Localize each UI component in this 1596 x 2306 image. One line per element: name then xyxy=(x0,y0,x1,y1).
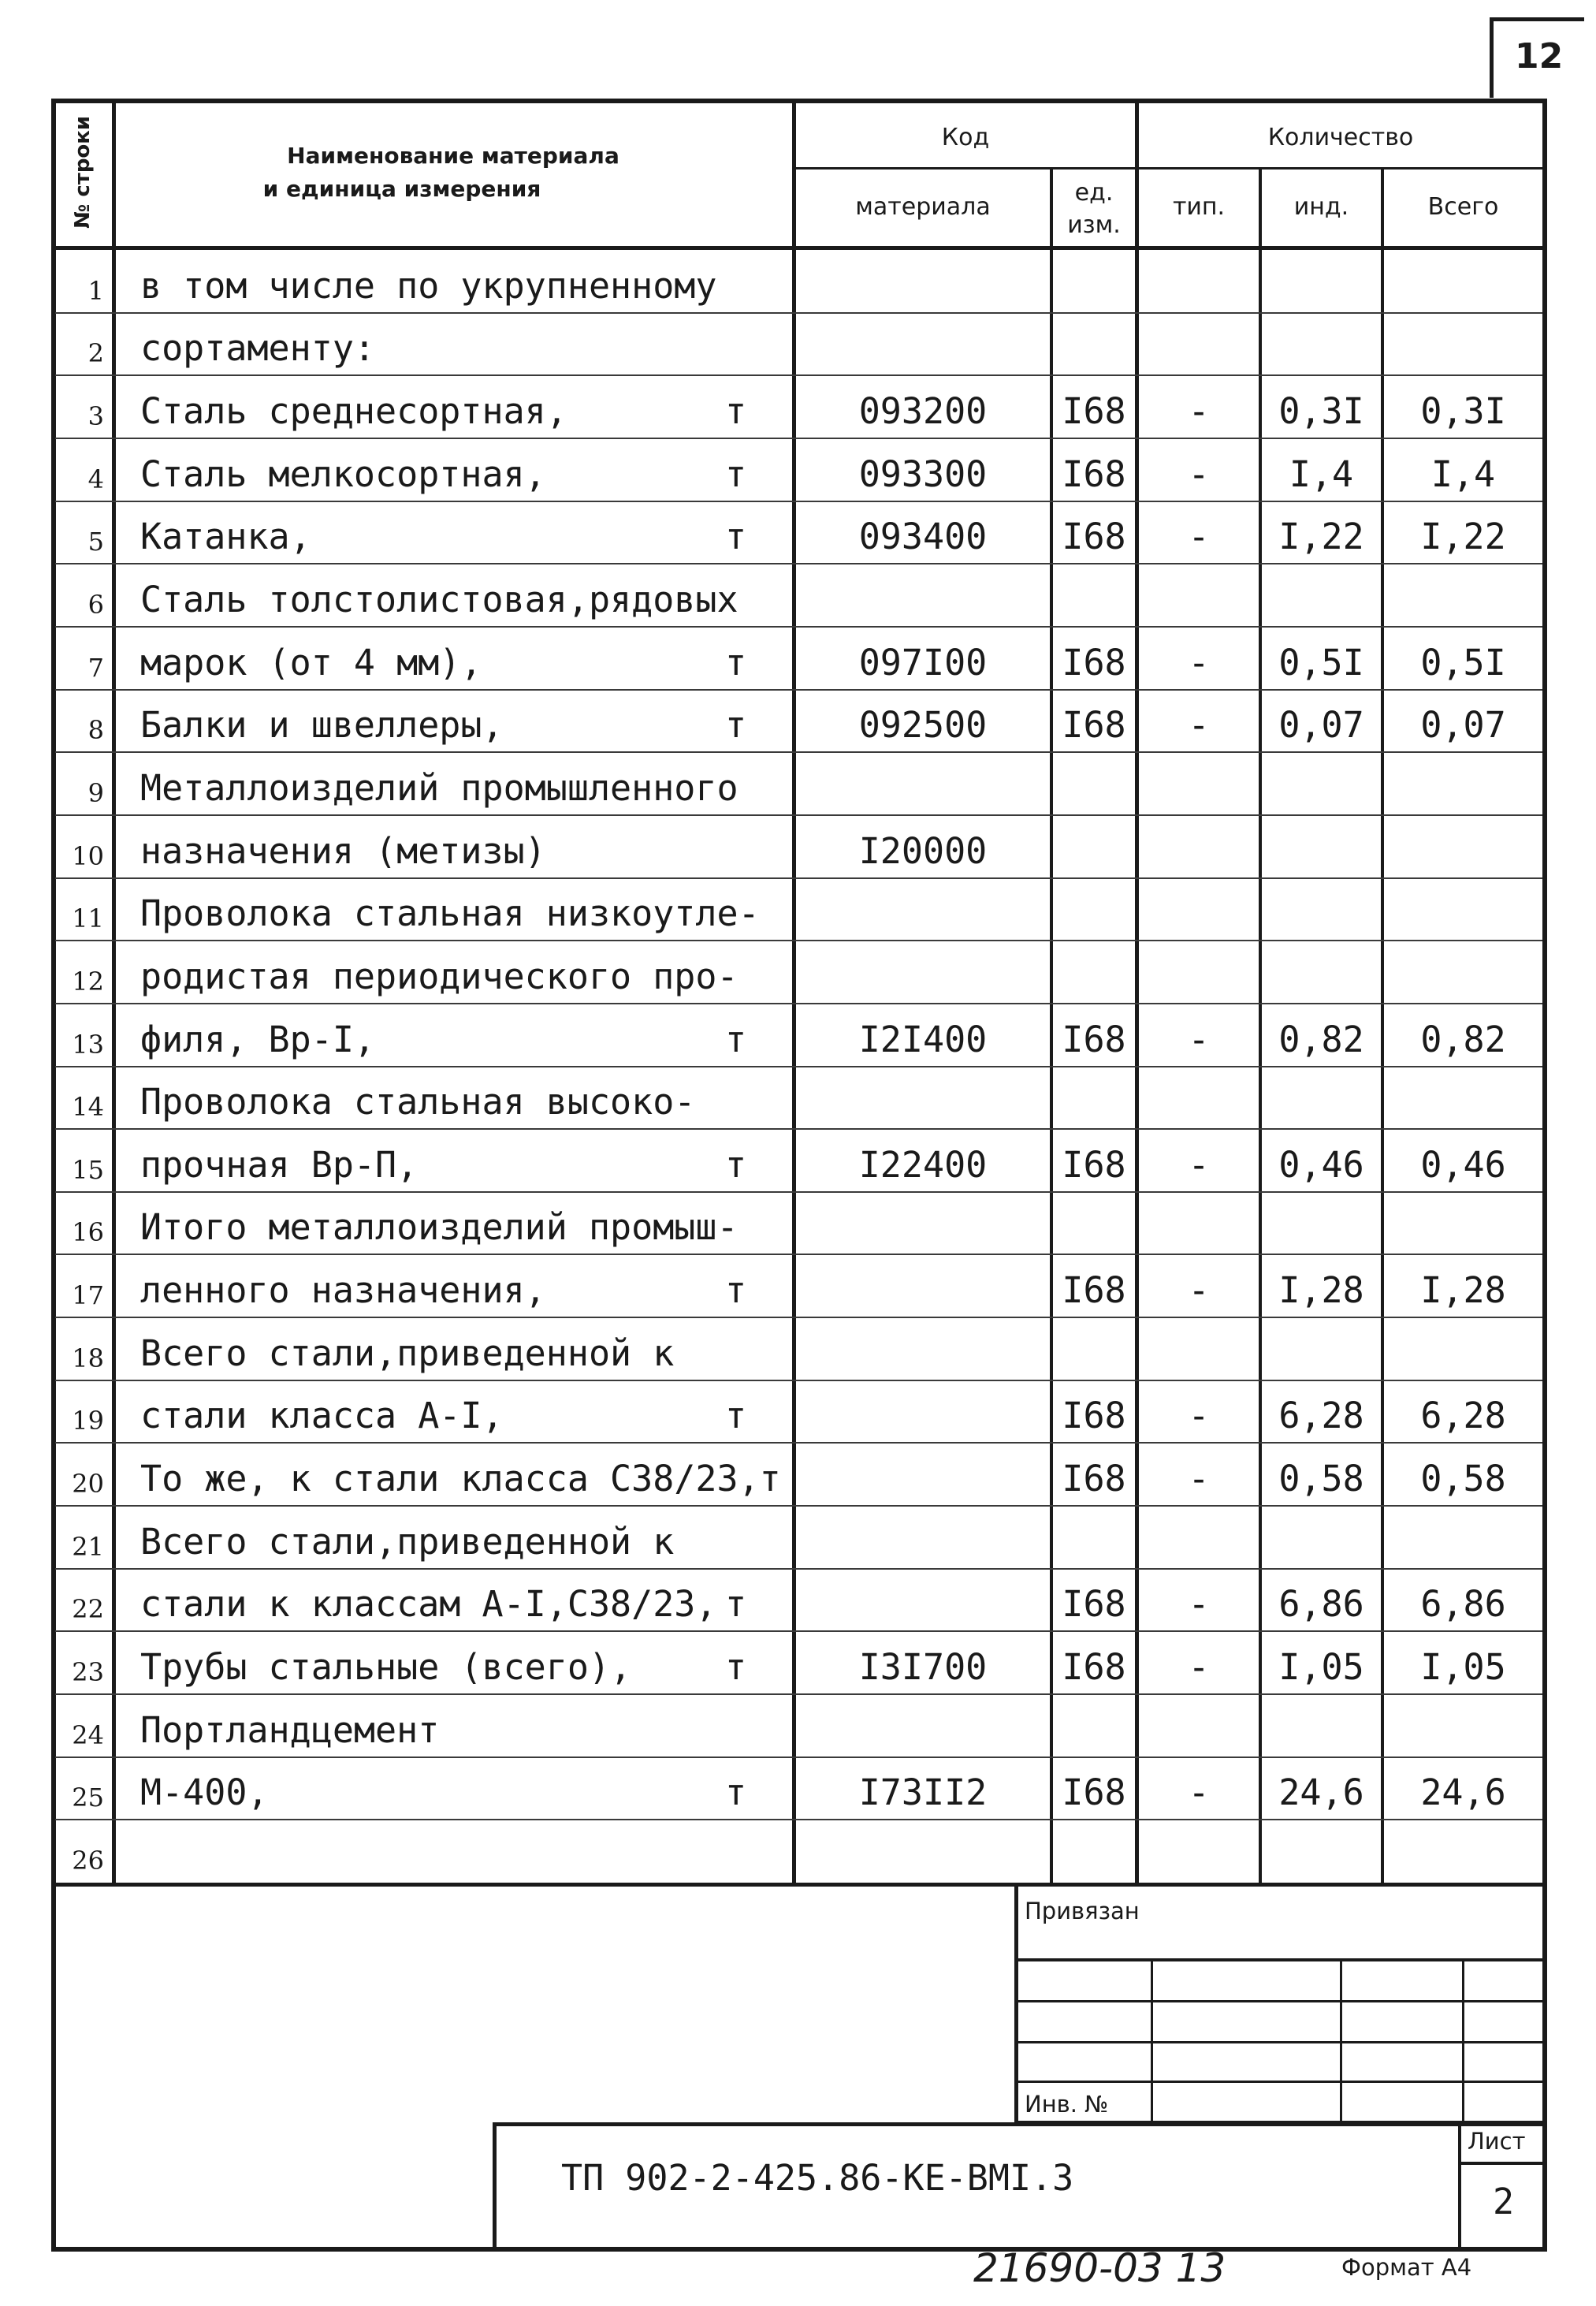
cell-total: I,22 xyxy=(1420,516,1506,558)
row-divider xyxy=(55,1003,1542,1004)
cell-row-number: 23 xyxy=(72,1657,104,1688)
cell-row-number: 7 xyxy=(87,652,104,683)
row-divider xyxy=(55,1505,1542,1507)
cell-total: 24,6 xyxy=(1420,1771,1506,1814)
cell-row-number: 9 xyxy=(87,777,104,808)
row-divider xyxy=(55,1191,1542,1193)
cell-name: Всего стали,приведенной к xyxy=(140,1332,675,1374)
cell-total: I,4 xyxy=(1430,453,1496,495)
header-name-line1: Наименование материала xyxy=(287,143,619,169)
row-divider xyxy=(55,626,1542,628)
row-divider xyxy=(55,501,1542,502)
cell-name: Сталь мелкосортная, xyxy=(140,453,546,495)
cell-ind: I,4 xyxy=(1289,453,1354,495)
cell-tip: - xyxy=(1188,389,1210,432)
cell-row-number: 21 xyxy=(72,1531,104,1562)
cell-row-number: 17 xyxy=(72,1280,104,1311)
cell-name: Проволока стальная высоко- xyxy=(140,1081,696,1123)
row-divider xyxy=(55,1380,1542,1381)
header-code-unit: ед. изм. xyxy=(1067,179,1121,239)
cell-total: 0,46 xyxy=(1420,1143,1506,1186)
row-divider xyxy=(55,1442,1542,1444)
format-label: Формат А4 xyxy=(1341,2254,1472,2281)
cell-name: Всего стали,приведенной к xyxy=(140,1520,675,1563)
cell-name: Трубы стальные (всего), xyxy=(140,1646,632,1689)
cell-name: в том числе по укрупненному xyxy=(140,264,717,307)
privyazan-label: Привязан xyxy=(1025,1898,1140,1924)
cell-unit: т xyxy=(725,1771,747,1814)
cell-ind: 6,28 xyxy=(1278,1395,1364,1437)
cell-name: филя, Вр-I, xyxy=(140,1018,376,1060)
cell-name: Сталь толстолистовая,рядовых xyxy=(140,578,738,620)
cell-code: I73II2 xyxy=(858,1771,988,1814)
cell-code: 093200 xyxy=(858,389,988,432)
cell-unit: т xyxy=(725,1583,747,1626)
cell-total: 0,82 xyxy=(1420,1018,1506,1060)
row-divider xyxy=(55,1693,1542,1695)
cell-eu: I68 xyxy=(1062,1018,1126,1060)
cell-tip: - xyxy=(1188,1395,1210,1437)
header-code: Код xyxy=(941,124,990,151)
cell-code: I2I400 xyxy=(858,1018,988,1060)
cell-name: стали класса А-I, xyxy=(140,1395,504,1437)
cell-code: 093300 xyxy=(858,453,988,495)
row-divider xyxy=(55,1819,1542,1820)
cell-row-number: 5 xyxy=(87,527,104,557)
cell-row-number: 26 xyxy=(72,1846,104,1876)
header-qty-tip: тип. xyxy=(1172,193,1226,221)
cell-row-number: 10 xyxy=(72,840,104,871)
cell-row-number: 14 xyxy=(72,1092,104,1123)
cell-row-number: 1 xyxy=(87,275,104,306)
cell-row-number: 15 xyxy=(72,1154,104,1185)
cell-total: I,28 xyxy=(1420,1269,1506,1312)
cell-name: Портландцемент xyxy=(140,1708,440,1751)
cell-eu: I68 xyxy=(1062,453,1126,495)
cell-unit: т xyxy=(725,453,747,495)
cell-name: Балки и швеллеры, xyxy=(140,704,504,747)
cell-name: М-400, xyxy=(140,1771,269,1814)
cell-name: Сталь среднесортная, xyxy=(140,389,567,432)
header-row-number: № строки xyxy=(71,115,95,229)
cell-ind: 0,82 xyxy=(1278,1018,1364,1060)
cell-eu: I68 xyxy=(1062,1143,1126,1186)
cell-ind: I,28 xyxy=(1278,1269,1364,1312)
cell-tip: - xyxy=(1188,641,1210,684)
cell-ind: 0,07 xyxy=(1278,704,1364,747)
cell-eu: I68 xyxy=(1062,1583,1126,1626)
cell-ind: 0,5I xyxy=(1278,641,1364,684)
cell-tip: - xyxy=(1188,1269,1210,1312)
cell-tip: - xyxy=(1188,704,1210,747)
cell-row-number: 13 xyxy=(72,1029,104,1060)
cell-unit: т xyxy=(725,1646,747,1689)
header-qty-total: Всего xyxy=(1427,193,1499,221)
cell-tip: - xyxy=(1188,1646,1210,1689)
cell-code: 092500 xyxy=(858,704,988,747)
cell-unit: т xyxy=(725,1395,747,1437)
row-divider xyxy=(55,1128,1542,1130)
cell-name: стали к классам А-I,С38/23, xyxy=(140,1583,717,1626)
cell-unit: т xyxy=(725,1018,747,1060)
row-divider xyxy=(55,1757,1542,1758)
cell-row-number: 24 xyxy=(72,1719,104,1750)
cell-name: прочная Вр-П, xyxy=(140,1143,419,1186)
row-divider xyxy=(55,438,1542,439)
cell-ind: 6,86 xyxy=(1278,1583,1364,1626)
cell-unit: т xyxy=(725,1269,747,1312)
row-divider xyxy=(55,751,1542,753)
cell-total: 0,07 xyxy=(1420,704,1506,747)
cell-tip: - xyxy=(1188,1143,1210,1186)
cell-name: родистая периодического про- xyxy=(140,955,738,997)
row-divider xyxy=(55,312,1542,314)
cell-name: назначения (метизы) xyxy=(140,829,546,872)
sheet-label: Лист xyxy=(1468,2128,1526,2155)
cell-eu: I68 xyxy=(1062,1458,1126,1500)
cell-row-number: 22 xyxy=(72,1594,104,1625)
row-divider xyxy=(55,563,1542,564)
cell-tip: - xyxy=(1188,1583,1210,1626)
cell-tip: - xyxy=(1188,453,1210,495)
cell-total: 6,28 xyxy=(1420,1395,1506,1437)
cell-code: 093400 xyxy=(858,516,988,558)
row-divider xyxy=(55,1254,1542,1255)
cell-tip: - xyxy=(1188,1771,1210,1814)
cell-ind: 24,6 xyxy=(1278,1771,1364,1814)
inventory-number-label: Инв. № xyxy=(1025,2091,1109,2118)
header-qty-ind: инд. xyxy=(1293,193,1349,221)
table-border-top xyxy=(51,99,1547,103)
page-number: 12 xyxy=(1515,36,1564,76)
row-divider xyxy=(55,814,1542,816)
cell-unit: т xyxy=(725,641,747,684)
cell-total: 0,58 xyxy=(1420,1458,1506,1500)
cell-name: марок (от 4 мм), xyxy=(140,641,482,684)
cell-tip: - xyxy=(1188,516,1210,558)
cell-name: Металлоизделий промышленного xyxy=(140,766,738,809)
row-divider xyxy=(55,374,1542,376)
cell-row-number: 16 xyxy=(72,1217,104,1248)
archive-number: 21690-03 13 xyxy=(973,2245,1226,2291)
row-divider xyxy=(55,689,1542,691)
cell-total: 0,3I xyxy=(1420,389,1506,432)
cell-eu: I68 xyxy=(1062,389,1126,432)
cell-row-number: 11 xyxy=(72,903,104,934)
cell-row-number: 4 xyxy=(87,464,104,494)
cell-row-number: 18 xyxy=(72,1343,104,1373)
cell-row-number: 3 xyxy=(87,400,104,431)
cell-eu: I68 xyxy=(1062,516,1126,558)
cell-name: То же, к стали класса С38/23,т xyxy=(140,1458,781,1500)
cell-eu: I68 xyxy=(1062,1395,1126,1437)
cell-eu: I68 xyxy=(1062,641,1126,684)
cell-code: I20000 xyxy=(858,829,988,872)
cell-row-number: 12 xyxy=(72,966,104,997)
cell-tip: - xyxy=(1188,1458,1210,1500)
cell-unit: т xyxy=(725,389,747,432)
cell-ind: 0,58 xyxy=(1278,1458,1364,1500)
row-divider xyxy=(55,940,1542,941)
cell-ind: 0,46 xyxy=(1278,1143,1364,1186)
row-divider xyxy=(55,1568,1542,1570)
row-divider xyxy=(55,1066,1542,1067)
cell-eu: I68 xyxy=(1062,1646,1126,1689)
table-border-right xyxy=(1542,99,1547,2251)
cell-name: Катанка, xyxy=(140,516,311,558)
cell-name: ленного назначения, xyxy=(140,1269,546,1312)
cell-code: I22400 xyxy=(858,1143,988,1186)
row-divider xyxy=(55,877,1542,879)
cell-ind: I,05 xyxy=(1278,1646,1364,1689)
cell-eu: I68 xyxy=(1062,704,1126,747)
cell-code: I3I700 xyxy=(858,1646,988,1689)
header-code-material: материала xyxy=(855,193,991,221)
cell-row-number: 25 xyxy=(72,1783,104,1813)
cell-row-number: 6 xyxy=(87,589,104,620)
header-quantity: Количество xyxy=(1267,124,1414,151)
cell-total: 6,86 xyxy=(1420,1583,1506,1626)
cell-row-number: 2 xyxy=(87,338,104,369)
cell-total: 0,5I xyxy=(1420,641,1506,684)
cell-row-number: 8 xyxy=(87,715,104,746)
cell-name: Проволока стальная низкоутле- xyxy=(140,892,760,935)
sheet-number: 2 xyxy=(1492,2181,1515,2222)
header-name-line2: и единица измерения xyxy=(262,176,541,202)
row-divider xyxy=(55,1630,1542,1632)
cell-eu: I68 xyxy=(1062,1269,1126,1312)
cell-code: 097I00 xyxy=(858,641,988,684)
cell-ind: 0,3I xyxy=(1278,389,1364,432)
cell-unit: т xyxy=(725,704,747,747)
cell-row-number: 20 xyxy=(72,1469,104,1499)
cell-row-number: 19 xyxy=(72,1406,104,1436)
document-code: ТП 902-2-425.86-КЕ-ВМI.3 xyxy=(561,2157,1074,2199)
cell-name: Итого металлоизделий промыш- xyxy=(140,1206,738,1249)
cell-unit: т xyxy=(725,516,747,558)
cell-total: I,05 xyxy=(1420,1646,1506,1689)
cell-unit: т xyxy=(725,1143,747,1186)
row-divider xyxy=(55,1317,1542,1318)
cell-eu: I68 xyxy=(1062,1771,1126,1814)
cell-ind: I,22 xyxy=(1278,516,1364,558)
cell-name: сортаменту: xyxy=(140,327,376,370)
cell-tip: - xyxy=(1188,1018,1210,1060)
